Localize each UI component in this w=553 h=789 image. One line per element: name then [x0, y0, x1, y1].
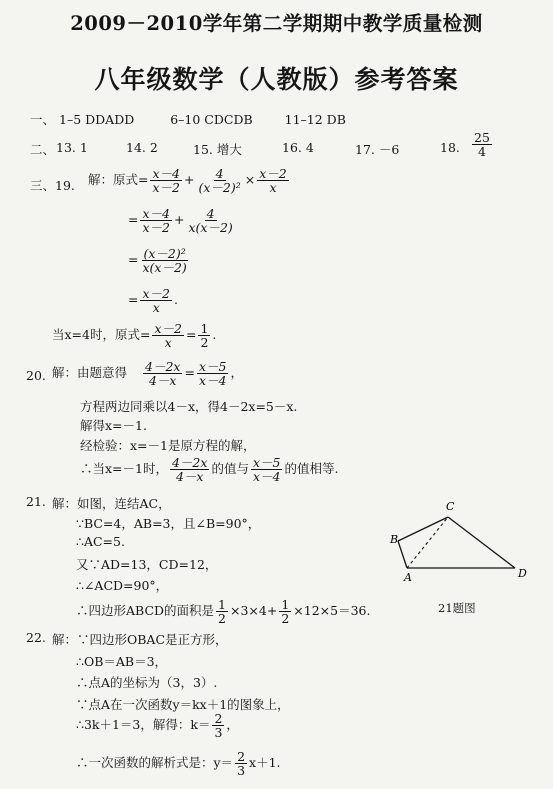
frac-numerator: 2: [214, 711, 223, 726]
q21-line6: [76, 598, 370, 625]
frac-denominator: x: [152, 300, 160, 316]
frac-denominator: x(x－2): [188, 220, 233, 236]
q1-row: [30, 110, 346, 128]
point-label-b: B: [390, 533, 399, 546]
q21-line6-a: ∴四边形ABCD的面积是: [76, 603, 215, 619]
q20-line2: 方程两边同乘以4－x，得4－2x=5－x.: [80, 399, 298, 414]
q21-line6-b: ×3×4+: [230, 603, 278, 619]
frac-numerator: 1: [281, 597, 290, 612]
q21-line4: 又∵AD=13，CD=12，: [76, 557, 218, 572]
q19-final-text: 当x=4时，原式=: [52, 327, 151, 343]
q20-line3: 解得x=－1.: [80, 418, 147, 433]
frac-denominator: x(x－2): [142, 260, 187, 276]
q19-step1: 解：原式= $\frac{x-4}{x-2}$ + $\frac{4}{\text{(x－2)²}}$ × $\frac{x-2}{x}$: [88, 166, 287, 196]
frac-denominator: x－2: [142, 220, 170, 236]
q19-step2: = $\frac{x-4}{x-2}$ + $\frac{4}{x(x-2)}$: [128, 206, 233, 236]
q20-line5-b: 的值与: [211, 461, 249, 477]
point-label-a: A: [404, 571, 412, 584]
q20-line5-a: ∴当x=－1时，: [80, 461, 168, 477]
q20-line5: [80, 456, 338, 483]
q19-step3: = $\frac{\text{(x－2)²}}{x(x-2)}$: [128, 246, 187, 276]
q21-figure: [380, 495, 540, 585]
frac-denominator: 4－x: [175, 469, 204, 485]
page-subtitle: 八年级数学（人教版）参考答案: [94, 65, 459, 94]
q21-line3: ∴AC=5.: [76, 534, 125, 549]
q20-line5-c: 的值相等.: [284, 461, 339, 477]
q20-label: 20.: [26, 368, 46, 383]
q21-line5: ∴∠ACD=90°，: [76, 578, 169, 593]
frac-denominator: x: [269, 180, 277, 196]
page-title: 2009－2010学年第二学期期中教学质量检测: [70, 12, 483, 35]
frac-denominator: 2: [200, 335, 209, 351]
frac-numerator: 4－2x: [171, 455, 208, 470]
q21-label: 21.: [26, 494, 46, 509]
frac-numerator: 25: [474, 130, 490, 145]
frac-denominator: x: [164, 335, 172, 351]
q21-figure-caption: 21题图: [438, 601, 476, 615]
q19-label: 三、19.: [30, 178, 75, 193]
q20-line4: 经检验：x=－1是原方程的解，: [80, 438, 256, 453]
q1-answers-c: 11–12 DB: [284, 112, 346, 127]
frac-denominator: 2: [218, 611, 226, 627]
frac-denominator: 4: [477, 144, 486, 160]
frac-denominator: 3: [237, 763, 246, 779]
q22-label: 22.: [26, 630, 46, 645]
frac-denominator: x－2: [152, 180, 180, 196]
frac-numerator: 1: [200, 321, 209, 336]
q22-line6-a: ∴一次函数的解析式是：y＝: [76, 755, 234, 771]
q21-line1: 解：如图，连结AC，: [52, 496, 171, 511]
q21-line2: ∵BC=4，AB=3，且∠B=90°，: [76, 516, 261, 531]
frac-numerator: 4: [215, 166, 224, 181]
frac-numerator: x－2: [142, 286, 170, 301]
q19-intro: 解：原式=: [88, 172, 149, 188]
point-label-c: C: [446, 500, 455, 513]
q20-intro: 解：由题意得: [52, 365, 128, 381]
q20-line1: 解：由题意得 $\frac{4-2x}{4-x}$ = $\frac{x-5}{x-4}$ ，: [52, 359, 243, 389]
q19-final: 当x=4时，原式= $\frac{x-2}{x}$ = $\frac{1}{2}$ .: [52, 321, 217, 351]
frac-numerator: x－5: [198, 359, 227, 374]
q22-line5: [76, 712, 239, 739]
frac-numerator: 4: [206, 206, 215, 221]
q2-item-17: 17. －6: [355, 142, 400, 157]
q1-answers-a: 1–5 DDADD: [59, 112, 135, 127]
frac-denominator: 2: [281, 611, 290, 627]
q22-line5-b: ，: [226, 717, 239, 733]
frac-numerator: 1: [218, 597, 226, 612]
frac-numerator: x－5: [252, 455, 281, 470]
q22-line4: ∵点A在一次函数y＝kx＋1的图象上，: [76, 697, 290, 712]
frac-denominator: 4－x: [148, 373, 177, 389]
frac-numerator: x－4: [142, 206, 170, 221]
q22-line6: [76, 750, 281, 777]
frac-numerator: 2: [237, 749, 246, 764]
edge-cd: [448, 517, 515, 568]
point-label-d: D: [518, 567, 527, 580]
q1-answers-b: 6–10 CDCDB: [170, 112, 253, 127]
frac-denominator: 3: [214, 725, 223, 741]
frac-numerator: x－4: [152, 166, 180, 181]
q22-line2: ∴OB＝AB＝3，: [76, 654, 168, 669]
edge-bc: [398, 517, 448, 541]
q21-line6-c: ×12×5＝36.: [293, 603, 371, 619]
frac-numerator: x－2: [154, 321, 182, 336]
frac-numerator: 4－2x: [145, 359, 181, 374]
frac-denominator: x－4: [252, 469, 281, 485]
q2-item-16: 16. 4: [282, 140, 314, 155]
q1-label: 一、: [30, 112, 56, 127]
edge-ab: [398, 541, 407, 568]
q22-line5-a: ∴3k＋1＝3，解得：k＝: [76, 717, 211, 733]
frac-numerator: x－2: [259, 166, 287, 181]
q19-step4: = $\frac{x-2}{x}$ .: [128, 286, 178, 316]
q22-line6-b: x＋1.: [249, 755, 281, 771]
q22-line3: ∴点A的坐标为（3，3）.: [76, 675, 218, 690]
frac-denominator: x－4: [198, 373, 227, 389]
q2-item-18: 18.: [440, 140, 460, 155]
q2-item-14: 14. 2: [126, 140, 158, 155]
q2-18-fraction: [470, 131, 494, 158]
q22-line1: 解：∵四边形OBAC是正方形，: [52, 632, 228, 647]
q2-item-13: 13. 1: [56, 140, 88, 155]
q2-label: 二、: [30, 142, 56, 157]
q2-item-15: 15. 增大: [193, 142, 242, 157]
frac-denominator: (x－2)²: [198, 180, 241, 196]
diagonal-ac: [407, 517, 448, 568]
frac-numerator: (x－2)²: [143, 246, 186, 261]
